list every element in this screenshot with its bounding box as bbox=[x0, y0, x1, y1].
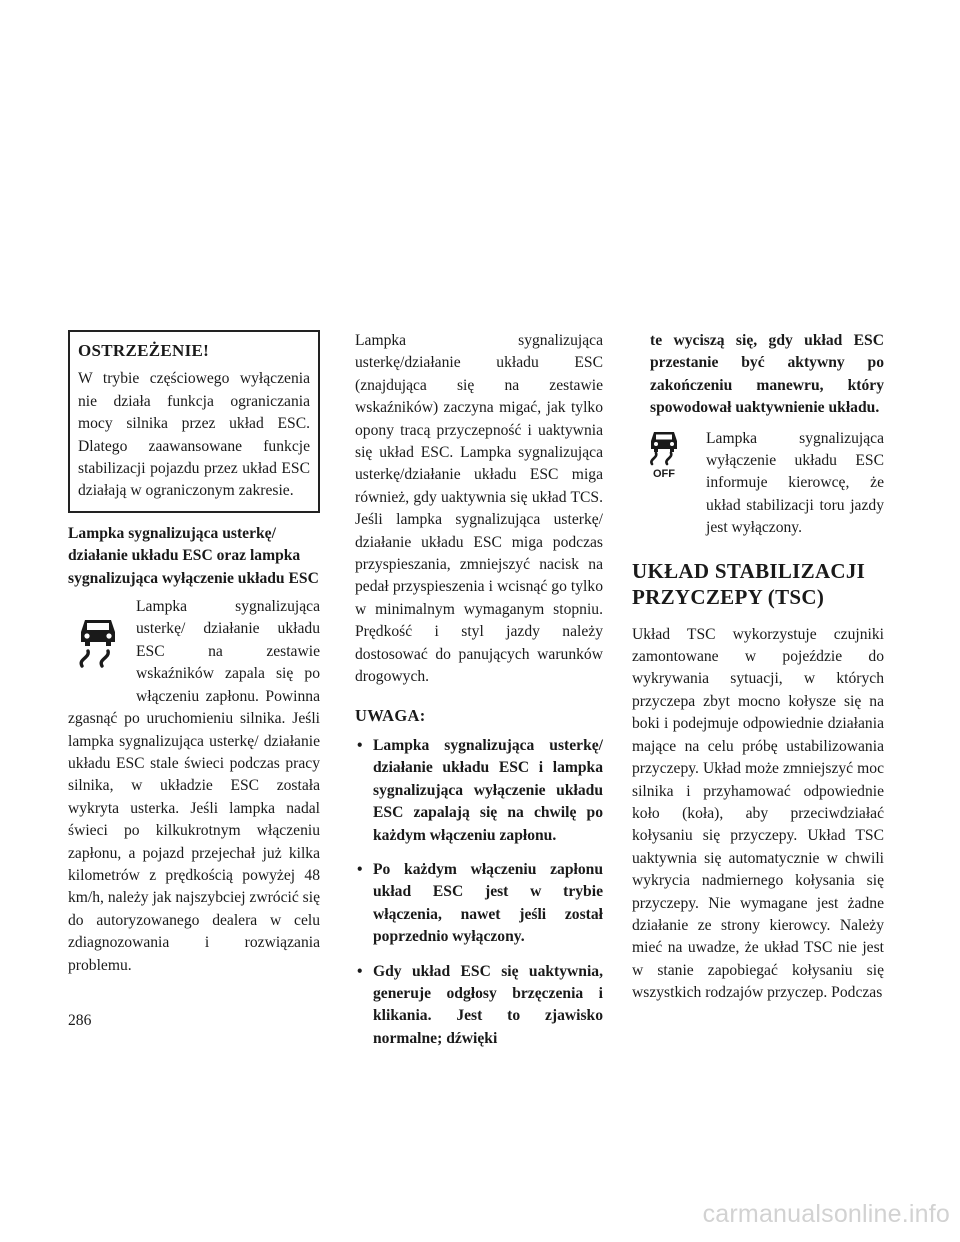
esc-lamp-subheading: Lampka sygnalizująca usterkę/ działanie układu ESC oraz lampka sygnalizująca wyłączenie układu ESC bbox=[68, 524, 319, 587]
list-item: • Gdy układ ESC się uaktywnia, generuje odgłosy brzęczenia i klikania. Jest to zjawisko normalne; dźwięki bbox=[357, 962, 603, 1047]
esc-skid-car-icon bbox=[68, 596, 128, 686]
list-item: • Po każdym włączeniu zapłonu układ ESC jest w trybie włączenia, nawet jeśli został poprzednio wyłączony. bbox=[357, 860, 603, 946]
esc-off-paragraph: Lampka sygnalizująca wyłączenie układu ESC informuje kierowcę, że układ stabilizacji toru jazdy jest wyłączony. bbox=[706, 429, 884, 537]
warning-text: W trybie częściowego wyłączenia nie działa funkcja ograniczania mocy silnika przez układ ESC. Dlatego zaawansowane funkcje stabilizacji pojazdu przez układ ESC działają w ograniczonym zakresie. bbox=[78, 370, 310, 500]
off-icon-label: OFF bbox=[653, 467, 675, 480]
column-left bbox=[68, 330, 320, 977]
esc-lamp-section bbox=[68, 596, 320, 977]
note-title: UWAGA: bbox=[355, 705, 426, 725]
warning-box bbox=[68, 330, 320, 513]
warning-title: OSTRZEŻENIE! bbox=[78, 341, 210, 360]
esc-lamp-paragraph: Lampka sygnalizująca usterkę/ działanie układu ESC na zestawie wskaźników zapala się po włączeniu zapłonu. Powinna zgasnąć po uruchomieniu silnika. Jeśli lampka sygnalizująca usterkę/ działanie układu ESC stale świeci podczas pracy silnika, w układzie ESC została wykryta usterka. Jeśli lampka nadal świeci po kilkukrotnym włączeniu zapłonu, a pojazd przejechał już kilka kilometrów z prędkością powyżej 48 km/h, należy jak najszybciej zwrócić się do autoryzowanego dealera w celu zdiagnozowania i rozwiązania problemu. bbox=[68, 598, 320, 974]
tsc-heading: UKŁAD STABILIZACJI PRZYCZEPY (TSC) bbox=[632, 558, 866, 609]
esc-off-icon bbox=[632, 428, 696, 540]
bullet-continuation: te wyciszą się, gdy układ ESC przestanie być aktywny po zakończeniu manewru, który spowodował uaktywnienie układu. bbox=[650, 332, 884, 417]
column-middle bbox=[355, 330, 603, 1062]
watermark: carmanualsonline.info bbox=[702, 1200, 950, 1228]
column-right bbox=[632, 330, 884, 1005]
page-number: 286 bbox=[68, 1012, 92, 1029]
list-item: • Lampka sygnalizująca usterkę/ działanie układu ESC i lampka sygnalizująca wyłączenie układu ESC zapalają się na chwilę po każdym włączeniu zapłonu. bbox=[357, 736, 603, 844]
esc-flashing-paragraph: Lampka sygnalizująca usterkę/działanie układu ESC (znajdująca się na zestawie wskaźników) zaczyna migać, jak tylko opony tracą przyczepność i uaktywnia się układ ESC. Lampka sygnalizująca usterkę/działanie układu ESC miga również, gdy uaktywnia się układ TCS. Jeśli lampka sygnalizująca usterkę/ działanie układu ESC miga podczas przyspieszania, zmniejszyć nacisk na pedał przyspieszenia i wcisnąć go tylko w minimalnym wymaganym stopniu. Prędkość i styl jazdy należy dostosować do panujących warunków drogowych. bbox=[355, 332, 603, 686]
tsc-paragraph: Układ TSC wykorzystuje czujniki zamontowane w pojeździe do wykrywania sytuacji, w których przyczepa zbyt mocno kołysze się na boki i podejmuje odpowiednie działania mające na celu próbę ustabilizowania przyczepy. Układ może zmniejszyć moc silnika i przyhamować odpowiednie koło (koła), aby przeciwdziałać kołysaniu się przyczepy. Układ TSC uaktywnia się automatycznie w chwili wykrycia nadmiernego kołysania się przyczepy. Nie wymagane jest żadne działanie ze strony kierowcy. Należy mieć na uwadze, że układ TSC nie jest w stanie zapobiegać kołysaniu się wszystkich rodzajów przyczep. Podczas bbox=[632, 625, 884, 1002]
note-bullets bbox=[355, 735, 603, 1050]
esc-off-section bbox=[632, 428, 884, 540]
